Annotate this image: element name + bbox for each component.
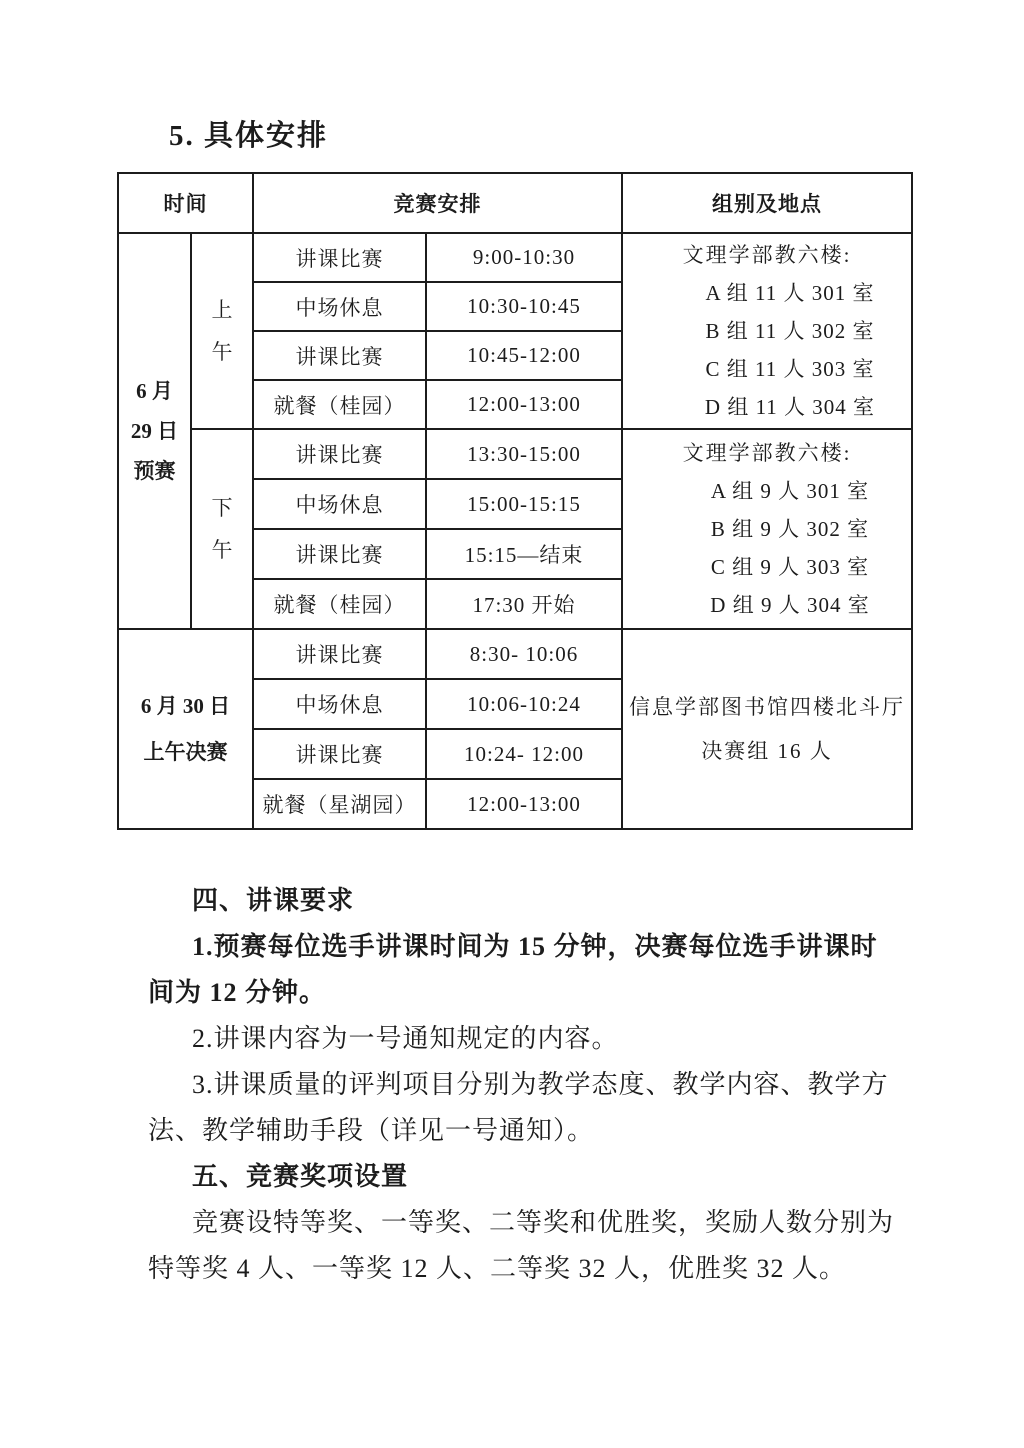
date-line: 预赛 — [133, 459, 176, 483]
table-header-row — [118, 173, 912, 233]
activity-cell: 就餐（桂园） — [253, 579, 426, 629]
table-row — [118, 629, 912, 679]
period-cell-afternoon — [191, 429, 253, 629]
location-group: B 组 9 人 302 室 — [710, 517, 870, 541]
location-cell-morning — [622, 233, 912, 429]
activity-cell: 讲课比赛 — [253, 529, 426, 579]
activity-cell: 中场休息 — [253, 282, 426, 331]
time-cell: 12:00-13:00 — [426, 380, 622, 429]
location-cell-afternoon — [622, 429, 912, 629]
location-line: 决赛组 16 人 — [701, 739, 833, 763]
time-cell: 15:00-15:15 — [426, 479, 622, 529]
location-group: C 组 11 人 303 室 — [705, 357, 875, 381]
paragraph-line: 法、教学辅助手段（详见一号通知）。 — [148, 1116, 595, 1145]
period-char: 下 — [211, 496, 233, 520]
location-group: C 组 9 人 303 室 — [710, 555, 870, 579]
header-group-location: 组别及地点 — [622, 173, 912, 233]
activity-cell: 讲课比赛 — [253, 429, 426, 479]
time-cell: 10:30-10:45 — [426, 282, 622, 331]
paragraph-line: 2.讲课内容为一号通知规定的内容。 — [192, 1024, 619, 1053]
paragraph-line: 竞赛设特等奖、一等奖、二等奖和优胜奖，奖励人数分别为 — [192, 1208, 895, 1237]
location-group: A 组 9 人 301 室 — [710, 479, 870, 503]
date-line: 29 日 — [130, 419, 179, 443]
location-group: D 组 9 人 304 室 — [710, 593, 870, 617]
date-cell-june30 — [118, 629, 253, 829]
period-char: 午 — [211, 340, 233, 364]
activity-cell: 讲课比赛 — [253, 233, 426, 282]
section-title-arrangement: 5. 具体安排 — [169, 120, 329, 152]
header-arrangement: 竞赛安排 — [253, 173, 622, 233]
time-cell: 13:30-15:00 — [426, 429, 622, 479]
date-line: 6 月 — [136, 379, 173, 403]
activity-cell: 就餐（桂园） — [253, 380, 426, 429]
table-row — [118, 233, 912, 282]
period-char: 午 — [211, 538, 233, 562]
paragraph-line: 特等奖 4 人、一等奖 12 人、二等奖 32 人，优胜奖 32 人。 — [148, 1254, 847, 1283]
activity-cell: 讲课比赛 — [253, 729, 426, 779]
paragraph-line: 1.预赛每位选手讲课时间为 15 分钟，决赛每位选手讲课时 — [192, 932, 878, 961]
body-text — [148, 878, 895, 1292]
time-cell: 10:06-10:24 — [426, 679, 622, 729]
time-cell: 17:30 开始 — [426, 579, 622, 629]
location-title: 文理学部教六楼: — [682, 243, 852, 267]
header-time: 时间 — [118, 173, 253, 233]
activity-cell: 就餐（星湖园） — [253, 779, 426, 829]
location-group: D 组 11 人 304 室 — [704, 395, 876, 419]
paragraph-line: 3.讲课质量的评判项目分别为教学态度、教学内容、教学方 — [192, 1070, 889, 1099]
activity-cell: 中场休息 — [253, 679, 426, 729]
date-line: 6 月 30 日 — [140, 694, 231, 718]
time-cell: 10:45-12:00 — [426, 331, 622, 380]
time-cell: 15:15—结束 — [426, 529, 622, 579]
time-cell: 12:00-13:00 — [426, 779, 622, 829]
activity-cell: 中场休息 — [253, 479, 426, 529]
date-cell-june29 — [118, 233, 191, 629]
period-cell-morning — [191, 233, 253, 429]
location-group: B 组 11 人 302 室 — [705, 319, 875, 343]
location-cell-finals — [622, 629, 912, 829]
time-cell: 10:24- 12:00 — [426, 729, 622, 779]
table-row — [118, 429, 912, 479]
date-line: 上午决赛 — [143, 740, 228, 764]
activity-cell: 讲课比赛 — [253, 331, 426, 380]
heading-award-settings: 五、竞赛奖项设置 — [192, 1162, 409, 1191]
period-char: 上 — [211, 298, 233, 322]
schedule-table — [117, 172, 913, 830]
heading-lecture-requirements: 四、讲课要求 — [192, 886, 355, 915]
activity-cell: 讲课比赛 — [253, 629, 426, 679]
time-cell: 9:00-10:30 — [426, 233, 622, 282]
location-group: A 组 11 人 301 室 — [705, 281, 875, 305]
location-title: 文理学部教六楼: — [682, 441, 852, 465]
location-line: 信息学部图书馆四楼北斗厅 — [629, 695, 905, 719]
time-cell: 8:30- 10:06 — [426, 629, 622, 679]
paragraph-line: 间为 12 分钟。 — [148, 978, 327, 1007]
